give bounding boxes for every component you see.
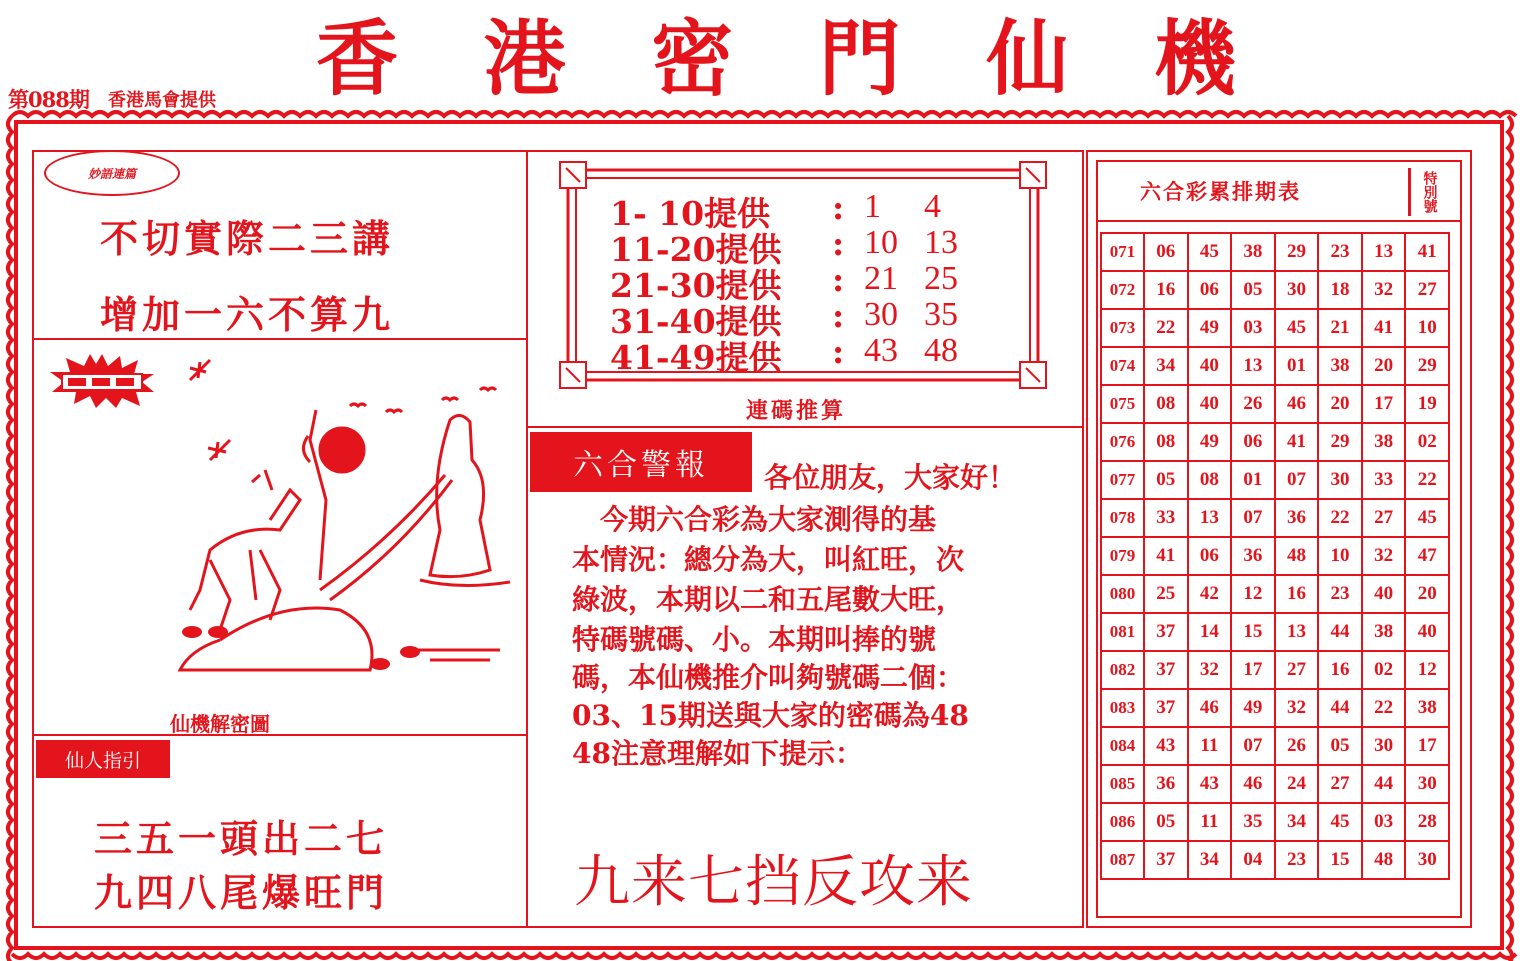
- number-cell: 37: [1144, 841, 1188, 879]
- range-label: 11-20提供: [610, 230, 782, 269]
- divider: [526, 426, 1084, 428]
- special-number-label: [1408, 168, 1447, 216]
- period-cell: 079: [1101, 537, 1144, 575]
- number-cell: 46: [1275, 385, 1319, 423]
- number-cell: 07: [1275, 461, 1319, 499]
- message-greeting: 各位朋友，大家好！: [764, 461, 1017, 494]
- number-cell: 49: [1231, 689, 1275, 727]
- table-row: [1101, 765, 1449, 803]
- range-value: 43: [864, 332, 898, 369]
- range-value: 13: [924, 224, 958, 261]
- period-cell: 074: [1101, 347, 1144, 385]
- number-cell: 16: [1275, 575, 1319, 613]
- special-number-cell: 47: [1405, 537, 1449, 575]
- special-number-cell: 10: [1405, 309, 1449, 347]
- number-cell: 37: [1144, 651, 1188, 689]
- number-cell: 30: [1362, 727, 1406, 765]
- number-cell: 36: [1144, 765, 1188, 803]
- special-number-cell: 28: [1405, 803, 1449, 841]
- table-row: [1101, 309, 1449, 347]
- period-cell: 075: [1101, 385, 1144, 423]
- number-cell: 41: [1275, 423, 1319, 461]
- divider: [1096, 220, 1462, 222]
- range-colon: :: [832, 224, 845, 263]
- title-char: 密: [651, 11, 734, 107]
- number-cell: 02: [1362, 651, 1406, 689]
- table-row: [1101, 233, 1449, 271]
- special-number-cell: 41: [1405, 233, 1449, 271]
- number-cell: 06: [1231, 423, 1275, 461]
- number-cell: 45: [1275, 309, 1319, 347]
- period-cell: 083: [1101, 689, 1144, 727]
- number-cell: 13: [1275, 613, 1319, 651]
- special-number-cell: 19: [1405, 385, 1449, 423]
- special-number-cell: 29: [1405, 347, 1449, 385]
- slogan: 九来七挡反攻来: [574, 850, 973, 915]
- range-label: 31-40提供: [610, 302, 782, 341]
- history-table: [1100, 232, 1450, 880]
- period-cell: 078: [1101, 499, 1144, 537]
- period-cell: 085: [1101, 765, 1144, 803]
- number-cell: 42: [1188, 575, 1232, 613]
- number-cell: 44: [1318, 613, 1362, 651]
- period-cell: 087: [1101, 841, 1144, 879]
- number-cell: 17: [1362, 385, 1406, 423]
- message-line: 03、15期送與大家的密碼為48: [572, 699, 969, 732]
- number-cell: 07: [1231, 727, 1275, 765]
- period-cell: 082: [1101, 651, 1144, 689]
- number-cell: 30: [1318, 461, 1362, 499]
- table-row: [1101, 461, 1449, 499]
- special-number-cell: 02: [1405, 423, 1449, 461]
- number-cell: 45: [1318, 803, 1362, 841]
- range-value: 1: [864, 188, 881, 225]
- alert-title: 六合警報: [530, 432, 752, 492]
- number-cell: 07: [1231, 499, 1275, 537]
- number-cell: 01: [1231, 461, 1275, 499]
- number-cell: 05: [1144, 803, 1188, 841]
- period-cell: 077: [1101, 461, 1144, 499]
- title-char: 機: [1153, 11, 1236, 107]
- number-cell: 37: [1144, 613, 1188, 651]
- message-line: 48注意理解如下提示：: [572, 737, 863, 770]
- number-cell: 33: [1144, 499, 1188, 537]
- number-cell: 08: [1144, 385, 1188, 423]
- title-char: 門: [818, 11, 901, 107]
- number-cell: 44: [1318, 689, 1362, 727]
- number-cell: 06: [1188, 537, 1232, 575]
- number-cell: 10: [1318, 537, 1362, 575]
- number-cell: 16: [1144, 271, 1188, 309]
- table-title: 六合彩累排期表: [1140, 179, 1301, 204]
- title-char: 香: [316, 11, 399, 107]
- number-cell: 03: [1362, 803, 1406, 841]
- number-cell: 24: [1275, 765, 1319, 803]
- picture-caption: 仙機解密圖: [170, 712, 270, 736]
- special-number-cell: 12: [1405, 651, 1449, 689]
- number-cell: 45: [1188, 233, 1232, 271]
- number-cell: 01: [1275, 347, 1319, 385]
- number-cell: 32: [1362, 537, 1406, 575]
- number-cell: 23: [1318, 575, 1362, 613]
- period-cell: 084: [1101, 727, 1144, 765]
- period-cell: 076: [1101, 423, 1144, 461]
- special-number-cell: 45: [1405, 499, 1449, 537]
- special-number-cell: 30: [1405, 765, 1449, 803]
- number-cell: 20: [1362, 347, 1406, 385]
- range-value: 10: [864, 224, 898, 261]
- table-row: [1101, 271, 1449, 309]
- table-row: [1101, 803, 1449, 841]
- number-cell: 23: [1318, 233, 1362, 271]
- number-cell: 05: [1318, 727, 1362, 765]
- table-row: [1101, 841, 1449, 879]
- table-row: [1101, 727, 1449, 765]
- number-cell: 29: [1318, 423, 1362, 461]
- table-row: [1101, 613, 1449, 651]
- number-cell: 49: [1188, 309, 1232, 347]
- number-cell: 27: [1318, 765, 1362, 803]
- table-row: [1101, 537, 1449, 575]
- special-number-cell: 40: [1405, 613, 1449, 651]
- number-cell: 40: [1362, 575, 1406, 613]
- table-row: [1101, 651, 1449, 689]
- number-cell: 05: [1144, 461, 1188, 499]
- number-cell: 46: [1231, 765, 1275, 803]
- number-cell: 08: [1144, 423, 1188, 461]
- number-cell: 32: [1362, 271, 1406, 309]
- range-colon: :: [832, 260, 845, 299]
- range-label: 1- 10提供: [610, 194, 771, 233]
- number-cell: 27: [1362, 499, 1406, 537]
- number-cell: 41: [1362, 309, 1406, 347]
- badge: 妙語連篇: [44, 150, 180, 196]
- provider-label: 香港馬會提供: [108, 90, 216, 111]
- number-cell: 33: [1362, 461, 1406, 499]
- range-label: 21-30提供: [610, 266, 782, 305]
- range-value: 48: [924, 332, 958, 369]
- message-line: 碼，本仙機推介叫夠號碼二個：: [572, 661, 965, 694]
- number-cell: 20: [1318, 385, 1362, 423]
- range-value: 4: [924, 188, 941, 225]
- message-line: 綠波，本期以二和五尾數大旺，: [572, 583, 965, 616]
- number-cell: 15: [1318, 841, 1362, 879]
- table-row: [1101, 499, 1449, 537]
- period-cell: 071: [1101, 233, 1144, 271]
- number-cell: 36: [1231, 537, 1275, 575]
- number-cell: 27: [1275, 651, 1319, 689]
- number-cell: 43: [1144, 727, 1188, 765]
- number-cell: 05: [1231, 271, 1275, 309]
- table-row: [1101, 423, 1449, 461]
- table-row: [1101, 575, 1449, 613]
- issue-number: 第088期: [8, 87, 89, 112]
- number-cell: 29: [1275, 233, 1319, 271]
- range-row: [610, 332, 984, 379]
- number-cell: 16: [1318, 651, 1362, 689]
- number-cell: 15: [1231, 613, 1275, 651]
- special-number-cell: 27: [1405, 271, 1449, 309]
- number-cell: 17: [1231, 651, 1275, 689]
- number-cell: 23: [1275, 841, 1319, 879]
- number-cell: 34: [1275, 803, 1319, 841]
- number-cell: 12: [1231, 575, 1275, 613]
- period-cell: 073: [1101, 309, 1144, 347]
- period-cell: 072: [1101, 271, 1144, 309]
- number-cell: 44: [1362, 765, 1406, 803]
- table-row: [1101, 385, 1449, 423]
- number-cell: 36: [1275, 499, 1319, 537]
- number-cell: 35: [1231, 803, 1275, 841]
- special-number-cell: 22: [1405, 461, 1449, 499]
- number-cell: 14: [1188, 613, 1232, 651]
- number-cell: 34: [1188, 841, 1232, 879]
- number-cell: 41: [1144, 537, 1188, 575]
- range-value: 35: [924, 296, 958, 333]
- number-cell: 30: [1275, 271, 1319, 309]
- number-cell: 13: [1188, 499, 1232, 537]
- number-cell: 22: [1362, 689, 1406, 727]
- range-colon: :: [832, 188, 845, 227]
- table-row: [1101, 689, 1449, 727]
- number-cell: 49: [1188, 423, 1232, 461]
- title-char: 港: [483, 11, 566, 107]
- number-cell: 26: [1231, 385, 1275, 423]
- number-cell: 06: [1188, 271, 1232, 309]
- number-cell: 22: [1318, 499, 1362, 537]
- number-cell: 32: [1275, 689, 1319, 727]
- range-value: 21: [864, 260, 898, 297]
- number-cell: 34: [1144, 347, 1188, 385]
- table-row: [1101, 347, 1449, 385]
- verse-line: 三五一頭出二七: [94, 816, 389, 861]
- number-cell: 03: [1231, 309, 1275, 347]
- number-cell: 21: [1318, 309, 1362, 347]
- number-cell: 46: [1188, 689, 1232, 727]
- number-cell: 43: [1188, 765, 1232, 803]
- ranges-caption: 連碼推算: [746, 398, 847, 424]
- message-line: 特碼號碼、小。本期叫捧的號: [572, 623, 937, 656]
- number-cell: 13: [1231, 347, 1275, 385]
- deer-illustration: [160, 350, 520, 680]
- period-cell: 080: [1101, 575, 1144, 613]
- title-char: 仙: [986, 11, 1069, 107]
- number-cell: 11: [1188, 803, 1232, 841]
- special-number-cell: 20: [1405, 575, 1449, 613]
- starburst-icon: [46, 352, 158, 410]
- message-line: 今期六合彩為大家測得的基: [572, 503, 937, 536]
- verse-line: 增加一六不算九: [100, 292, 395, 337]
- number-cell: 25: [1144, 575, 1188, 613]
- number-cell: 22: [1144, 309, 1188, 347]
- range-colon: :: [832, 296, 845, 335]
- verse-line: 九四八尾爆旺門: [94, 870, 389, 915]
- period-cell: 086: [1101, 803, 1144, 841]
- number-cell: 26: [1275, 727, 1319, 765]
- special-label-text: 特別號: [1421, 171, 1438, 213]
- special-number-cell: 30: [1405, 841, 1449, 879]
- number-cell: 38: [1362, 423, 1406, 461]
- verse-line: 不切實際二三講: [100, 216, 395, 261]
- number-cell: 48: [1362, 841, 1406, 879]
- number-cell: 06: [1144, 233, 1188, 271]
- number-cell: 13: [1362, 233, 1406, 271]
- message-line: 本情況：總分為大，叫紅旺，次: [572, 543, 965, 576]
- number-cell: 32: [1188, 651, 1232, 689]
- divider: [32, 734, 528, 736]
- range-value: 30: [864, 296, 898, 333]
- number-cell: 38: [1362, 613, 1406, 651]
- number-cell: 18: [1318, 271, 1362, 309]
- number-cell: 48: [1275, 537, 1319, 575]
- number-cell: 38: [1231, 233, 1275, 271]
- number-cell: 11: [1188, 727, 1232, 765]
- number-cell: 40: [1188, 385, 1232, 423]
- number-cell: 38: [1318, 347, 1362, 385]
- range-colon: :: [832, 332, 845, 371]
- guide-label: 仙人指引: [36, 740, 170, 778]
- special-number-cell: 38: [1405, 689, 1449, 727]
- number-cell: 37: [1144, 689, 1188, 727]
- range-value: 25: [924, 260, 958, 297]
- range-label: 41-49提供: [610, 338, 782, 377]
- number-cell: 40: [1188, 347, 1232, 385]
- special-number-cell: 17: [1405, 727, 1449, 765]
- period-cell: 081: [1101, 613, 1144, 651]
- number-cell: 08: [1188, 461, 1232, 499]
- number-cell: 04: [1231, 841, 1275, 879]
